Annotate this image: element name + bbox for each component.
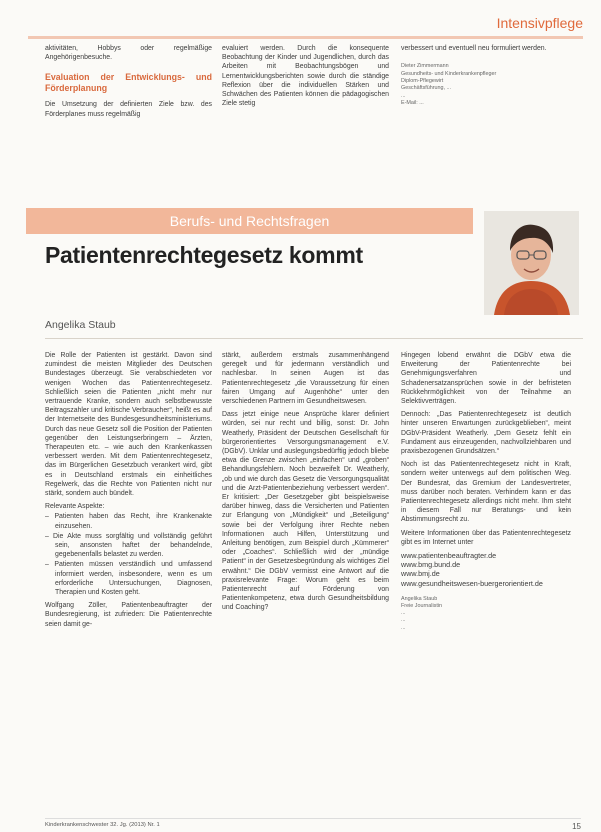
article-title: Patientenrechtegesetz kommt <box>45 242 363 268</box>
article-paragraph: stärkt, außerdem erstmals zusammenhängend geregelt und für jedermann verständlich und nachlesbar. In seinen Augen ist das Patientenrechtegesetz „die Voraussetzung für einen fairen Umgang auf Augenhöhe“ unter den verschiedenen Partnern im Gesundheitswesen. <box>222 352 389 406</box>
author-photo <box>484 211 579 315</box>
aspect-item: – Patienten haben das Recht, ihre Krankenakte einzusehen. <box>45 512 212 530</box>
article-paragraph: Hingegen lobend erwähnt die DGbV etwa die Erweiterung der Patientenrechte bei Genehmigungsverfahren und Schadenersatzansprüchen sowie in der befristeten Rückkehrmöglichkeit von der Teilnahme an Selektivverträgen. <box>401 352 571 406</box>
portrait-image <box>484 211 579 315</box>
article-paragraph: Weitere Informationen über das Patientenrechtegesetz gibt es im Internet unter <box>401 529 571 546</box>
category-band <box>26 208 473 234</box>
aspect-item: – Patienten müssen verständlich und umfassend informiert werden, insbesondere, wenn es um erforderliche Untersuchungen, Diagnosen, Therapien und Kosten geht. <box>45 560 212 597</box>
aspects-heading: Relevante Aspekte: <box>45 503 105 511</box>
article-paragraph: Noch ist das Patientenrechtegesetz nicht in Kraft, sondern weiter unterwegs auf dem politischen Weg. Der Bundesrat, das Gremium der Landesvertreter, muss darüber noch beraten. Verhindern kann er das Patientenrechtegesetz allerdings nicht mehr. Ihm steht in diesem Fall nur Beratungs- und kein Abstimmungsrecht zu. <box>401 461 571 524</box>
article-author: Angelika Staub <box>45 319 116 331</box>
article-column-1 <box>45 351 212 633</box>
author-line: Gesundheits- und Kinderkrankenpfleger <box>401 70 497 77</box>
credit-line: Freie Journalistin <box>401 603 443 610</box>
top-col2-text: evaluiert werden. Durch die konsequente Beobachtung der Kinder und Jugendlichen, durch das Arbeiten mit Beobachtungsbögen und Lernentwicklungsberichten sowie durch die ständige Reflexion über die individuellen Stärken und Schwächen des Patienten können die pädagogischen Ziele stetig <box>222 45 389 108</box>
top-author-block <box>401 63 571 107</box>
article-paragraph: Die Rolle der Patienten ist gestärkt. Davon sind zumindest die meisten Mitglieder des Deutschen Bundestages überzeugt. Sie verabschiedeten vor wenigen Wochen das Patientenrechtegesetz. Schließlich seien die Patienten „nicht mehr nur vertrauende Kranke, sondern auch selbstbewusste Beitragszahler und kritische Verbraucher“, heißt es auf der Internetseite des Bundesgesundheitsministeriums. Durch das neue Gesetz soll die Position der Patienten gegenüber den Leistungserbringern – Ärzten, Therapeuten etc. – wie auch den Krankenkassen verbessert werden. Mit dem Patientenrechtegesetz, das im Bürgerlichen Gesetzbuch verankert wird, gibt es in Deutschland erstmals ein einheitliches Regelwerk, das die Rechte von Patienten nicht nur stärkt, sondern auch bündelt. <box>45 352 212 498</box>
author-line: E-Mail: ... <box>401 100 424 107</box>
author-line: Dieter Zimmermann <box>401 63 449 70</box>
credit-line: ... <box>401 610 406 617</box>
title-separator <box>45 338 583 339</box>
section-label: Intensivpflege <box>496 15 583 31</box>
article-paragraph: Dennoch: „Das Patientenrechtegesetz ist deutlich hinter unseren Erwartungen zurückgeblieben“, meint DGbV-Präsident Weatherly. „Dem Gesetz fehlt ein Fundament aus einzeugenden, nachvollziehbaren und praxisbezogenen Grundsätzen.“ <box>401 411 571 456</box>
author-line: Diplom-Pflegewirt <box>401 78 444 85</box>
top-column-3 <box>401 44 571 108</box>
top-col1-text: aktivitäten, Hobbys oder regelmäßige Angehörigenbesuche. <box>45 45 212 62</box>
credit-line: ... <box>401 617 406 624</box>
web-link[interactable]: www.bmj.de <box>401 569 440 579</box>
article-paragraph: Dass jetzt einige neue Ansprüche klarer definiert würden, sei nur recht und billig, sonst: Dr. John Weatherly, Präsident der Deutschen Gesellschaft für bürgerorientiertes Versorgungsmanagement e.V. (DGbV). Unklar und auslegungsbedürftig jedoch bliebe etwa die Grenze zwischen „einfachen“ und „groben“ Behandlungsfehlern. Noch bezweifelt Dr. Weatherly, „ob und wie durch das Gesetz die Versorgungsqualität und die Arzt-Patientenbeziehung verbessert werden“. Er kritisiert: „Der Gesetzgeber gibt beispielsweise darüber hinweg, dass die Versicherten und Patienten zur Erlangung von „Mündigkeit“ und „Beteiligung“ sowie bei der Verfolgung ihrer Rechte neben Informationen auch Hilfen, Unterstützung und Anleitung benötigen, zum Beispiel durch „Kümmerer“ oder „Coaches“. Schließlich wird der „mündige Patient“ in der Gesetzesbegründung als wichtiges Ziel erwähnt.“ Die DGbV vermisst eine Antwort auf die praxisrelevante Frage: Worum geht es beim Patientenrecht auf Förderung von Patientenkompetenz, etwa durch Gesundheitsbildung und Coaching? <box>222 411 390 612</box>
page-number: 15 <box>572 822 581 831</box>
aspect-item: – Die Akte muss sorgfältig und vollständig geführt sein, ansonsten haftet der behandelnde, gegebenenfalls belastet zu werden. <box>45 532 212 560</box>
article-credit <box>401 596 571 632</box>
category-label: Berufs- und Rechtsfragen <box>169 213 330 229</box>
web-link[interactable]: www.bmg.bund.de <box>401 560 461 570</box>
top-column-1 <box>45 44 212 123</box>
author-line: ... <box>401 92 406 99</box>
journal-reference: Kinderkrankenschwester 32. Jg. (2013) Nr. 1 <box>45 822 160 828</box>
header-rule <box>28 36 583 39</box>
top-col3-text: verbessert und eventuell neu formuliert werden. <box>401 45 547 52</box>
web-link[interactable]: www.gesundheitswesen-buergerorientiert.de <box>401 578 543 588</box>
article-column-2 <box>222 351 389 617</box>
article-column-3 <box>401 351 571 632</box>
web-link[interactable]: www.patientenbeauftragter.de <box>401 551 497 561</box>
author-line: Geschäftsführung, ... <box>401 85 452 92</box>
top-col1-subheading: Evaluation der Entwicklungs- und Förderplanung <box>45 72 212 94</box>
article-paragraph: Wolfgang Zöller, Patientenbeauftragter der Bundesregierung, ist zufrieden: Die Patientenrechte seien damit ge- <box>45 602 212 628</box>
credit-line: ... <box>401 624 406 631</box>
top-column-2 <box>222 44 389 112</box>
credit-line: Angelika Staub <box>401 595 438 602</box>
top-col1-text2: Die Umsetzung der definierten Ziele bzw. des Förderplanes muss regelmäßig <box>45 101 212 118</box>
footer-rule <box>45 818 581 819</box>
